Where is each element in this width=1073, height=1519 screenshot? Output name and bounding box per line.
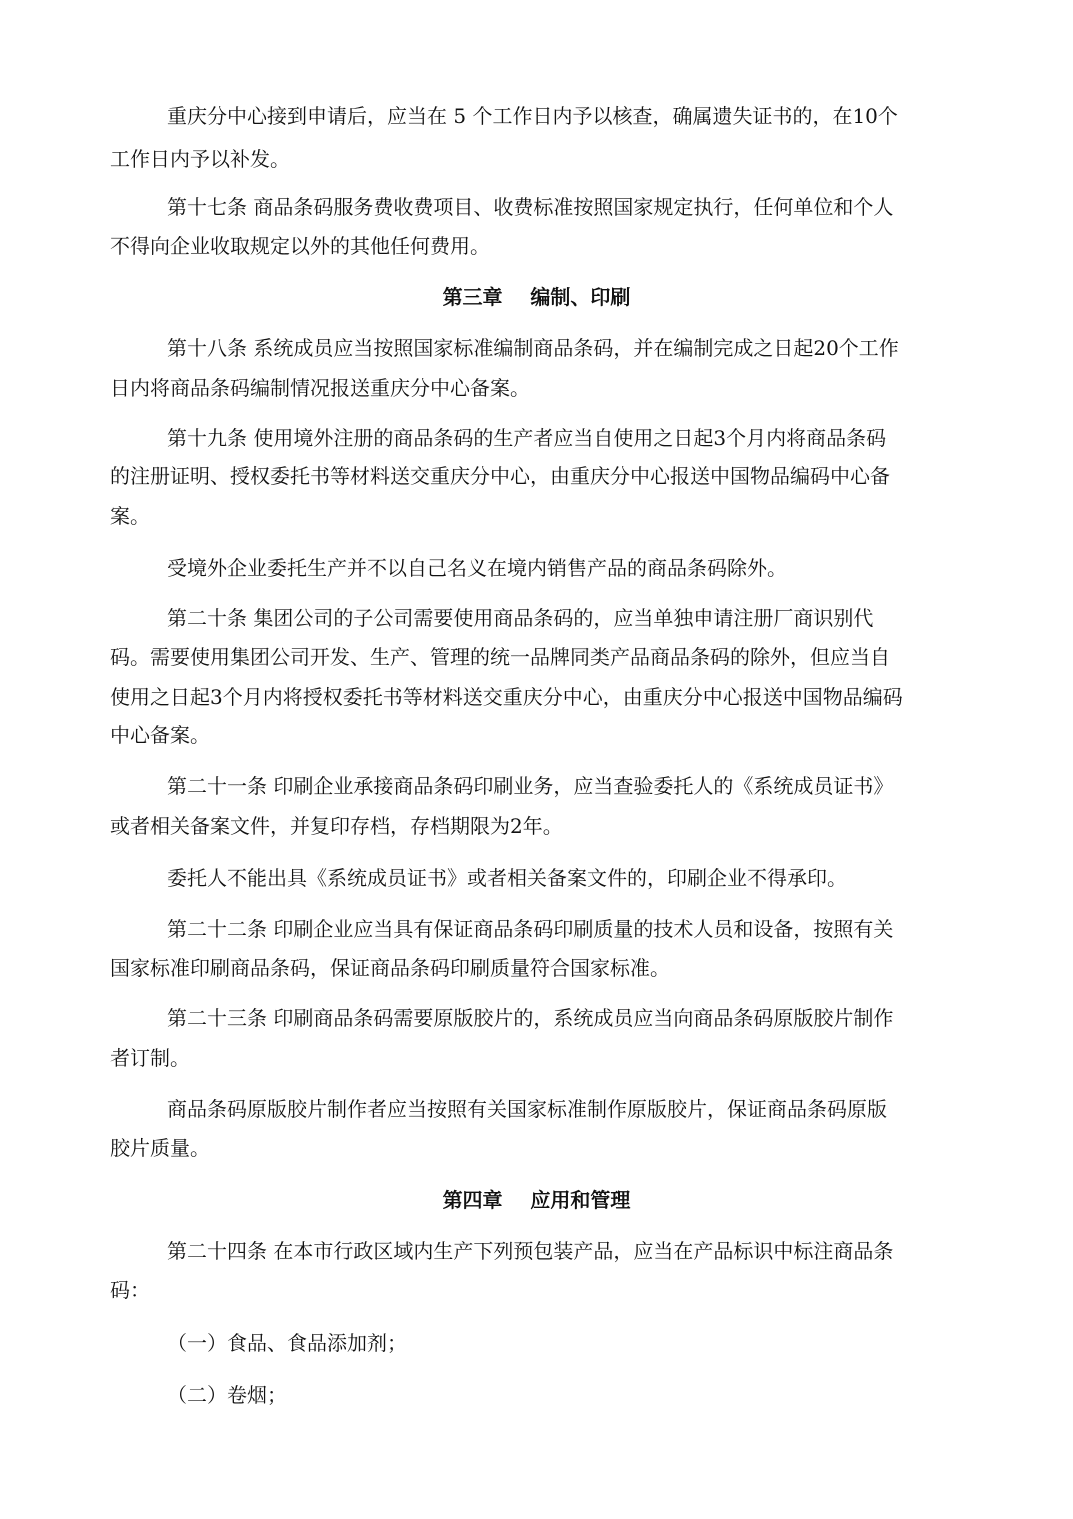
- paragraph-line: 第二十一条 印刷企业承接商品条码印刷业务，应当查验委托人的《系统成员证书》: [167, 774, 894, 798]
- paragraph-line: 重庆分中心接到申请后，应当在 5 个工作日内予以核查，确属遗失证书的，在10个: [167, 104, 898, 128]
- paragraph-line: 或者相关备案文件，并复印存档，存档期限为2年。: [110, 814, 563, 838]
- paragraph-line: 第二十条 集团公司的子公司需要使用商品条码的，应当单独申请注册厂商识别代: [167, 606, 874, 630]
- paragraph-line: 第十九条 使用境外注册的商品条码的生产者应当自使用之日起3个月内将商品条码: [167, 426, 887, 450]
- list-item: （二）卷烟；: [167, 1383, 287, 1407]
- chapter-heading: 第四章 应用和管理: [442, 1188, 631, 1212]
- paragraph-line: 第十七条 商品条码服务费收费项目、收费标准按照国家规定执行，任何单位和个人: [167, 195, 894, 219]
- paragraph-line: 案。: [110, 504, 150, 528]
- paragraph-line: 码。需要使用集团公司开发、生产、管理的统一品牌同类产品商品条码的除外，但应当自: [110, 645, 890, 669]
- paragraph-line: 国家标准印刷商品条码，保证商品条码印刷质量符合国家标准。: [110, 956, 670, 980]
- paragraph-line: 第二十二条 印刷企业应当具有保证商品条码印刷质量的技术人员和设备，按照有关: [167, 917, 894, 941]
- paragraph-line: 使用之日起3个月内将授权委托书等材料送交重庆分中心，由重庆分中心报送中国物品编码: [110, 685, 903, 709]
- paragraph-line: 的注册证明、授权委托书等材料送交重庆分中心，由重庆分中心报送中国物品编码中心备: [110, 464, 890, 488]
- paragraph-line: 者订制。: [110, 1046, 190, 1070]
- paragraph-line: 胶片质量。: [110, 1136, 210, 1160]
- paragraph-line: 受境外企业委托生产并不以自己名义在境内销售产品的商品条码除外。: [167, 556, 787, 580]
- paragraph-line: 码：: [110, 1278, 150, 1302]
- paragraph-line: 第二十三条 印刷商品条码需要原版胶片的，系统成员应当向商品条码原版胶片制作: [167, 1006, 894, 1030]
- paragraph-line: 日内将商品条码编制情况报送重庆分中心备案。: [110, 376, 530, 400]
- paragraph-line: 工作日内予以补发。: [110, 147, 290, 171]
- paragraph-line: 中心备案。: [110, 723, 210, 747]
- paragraph-line: 第二十四条 在本市行政区域内生产下列预包装产品，应当在产品标识中标注商品条: [167, 1239, 894, 1263]
- paragraph-line: 第十八条 系统成员应当按照国家标准编制商品条码，并在编制完成之日起20个工作: [167, 336, 899, 360]
- chapter-heading: 第三章 编制、印刷: [442, 285, 631, 309]
- paragraph-line: 商品条码原版胶片制作者应当按照有关国家标准制作原版胶片，保证商品条码原版: [167, 1097, 887, 1121]
- paragraph-line: 不得向企业收取规定以外的其他任何费用。: [110, 234, 490, 258]
- paragraph-line: 委托人不能出具《系统成员证书》或者相关备案文件的，印刷企业不得承印。: [167, 866, 847, 890]
- list-item: （一）食品、食品添加剂；: [167, 1331, 407, 1355]
